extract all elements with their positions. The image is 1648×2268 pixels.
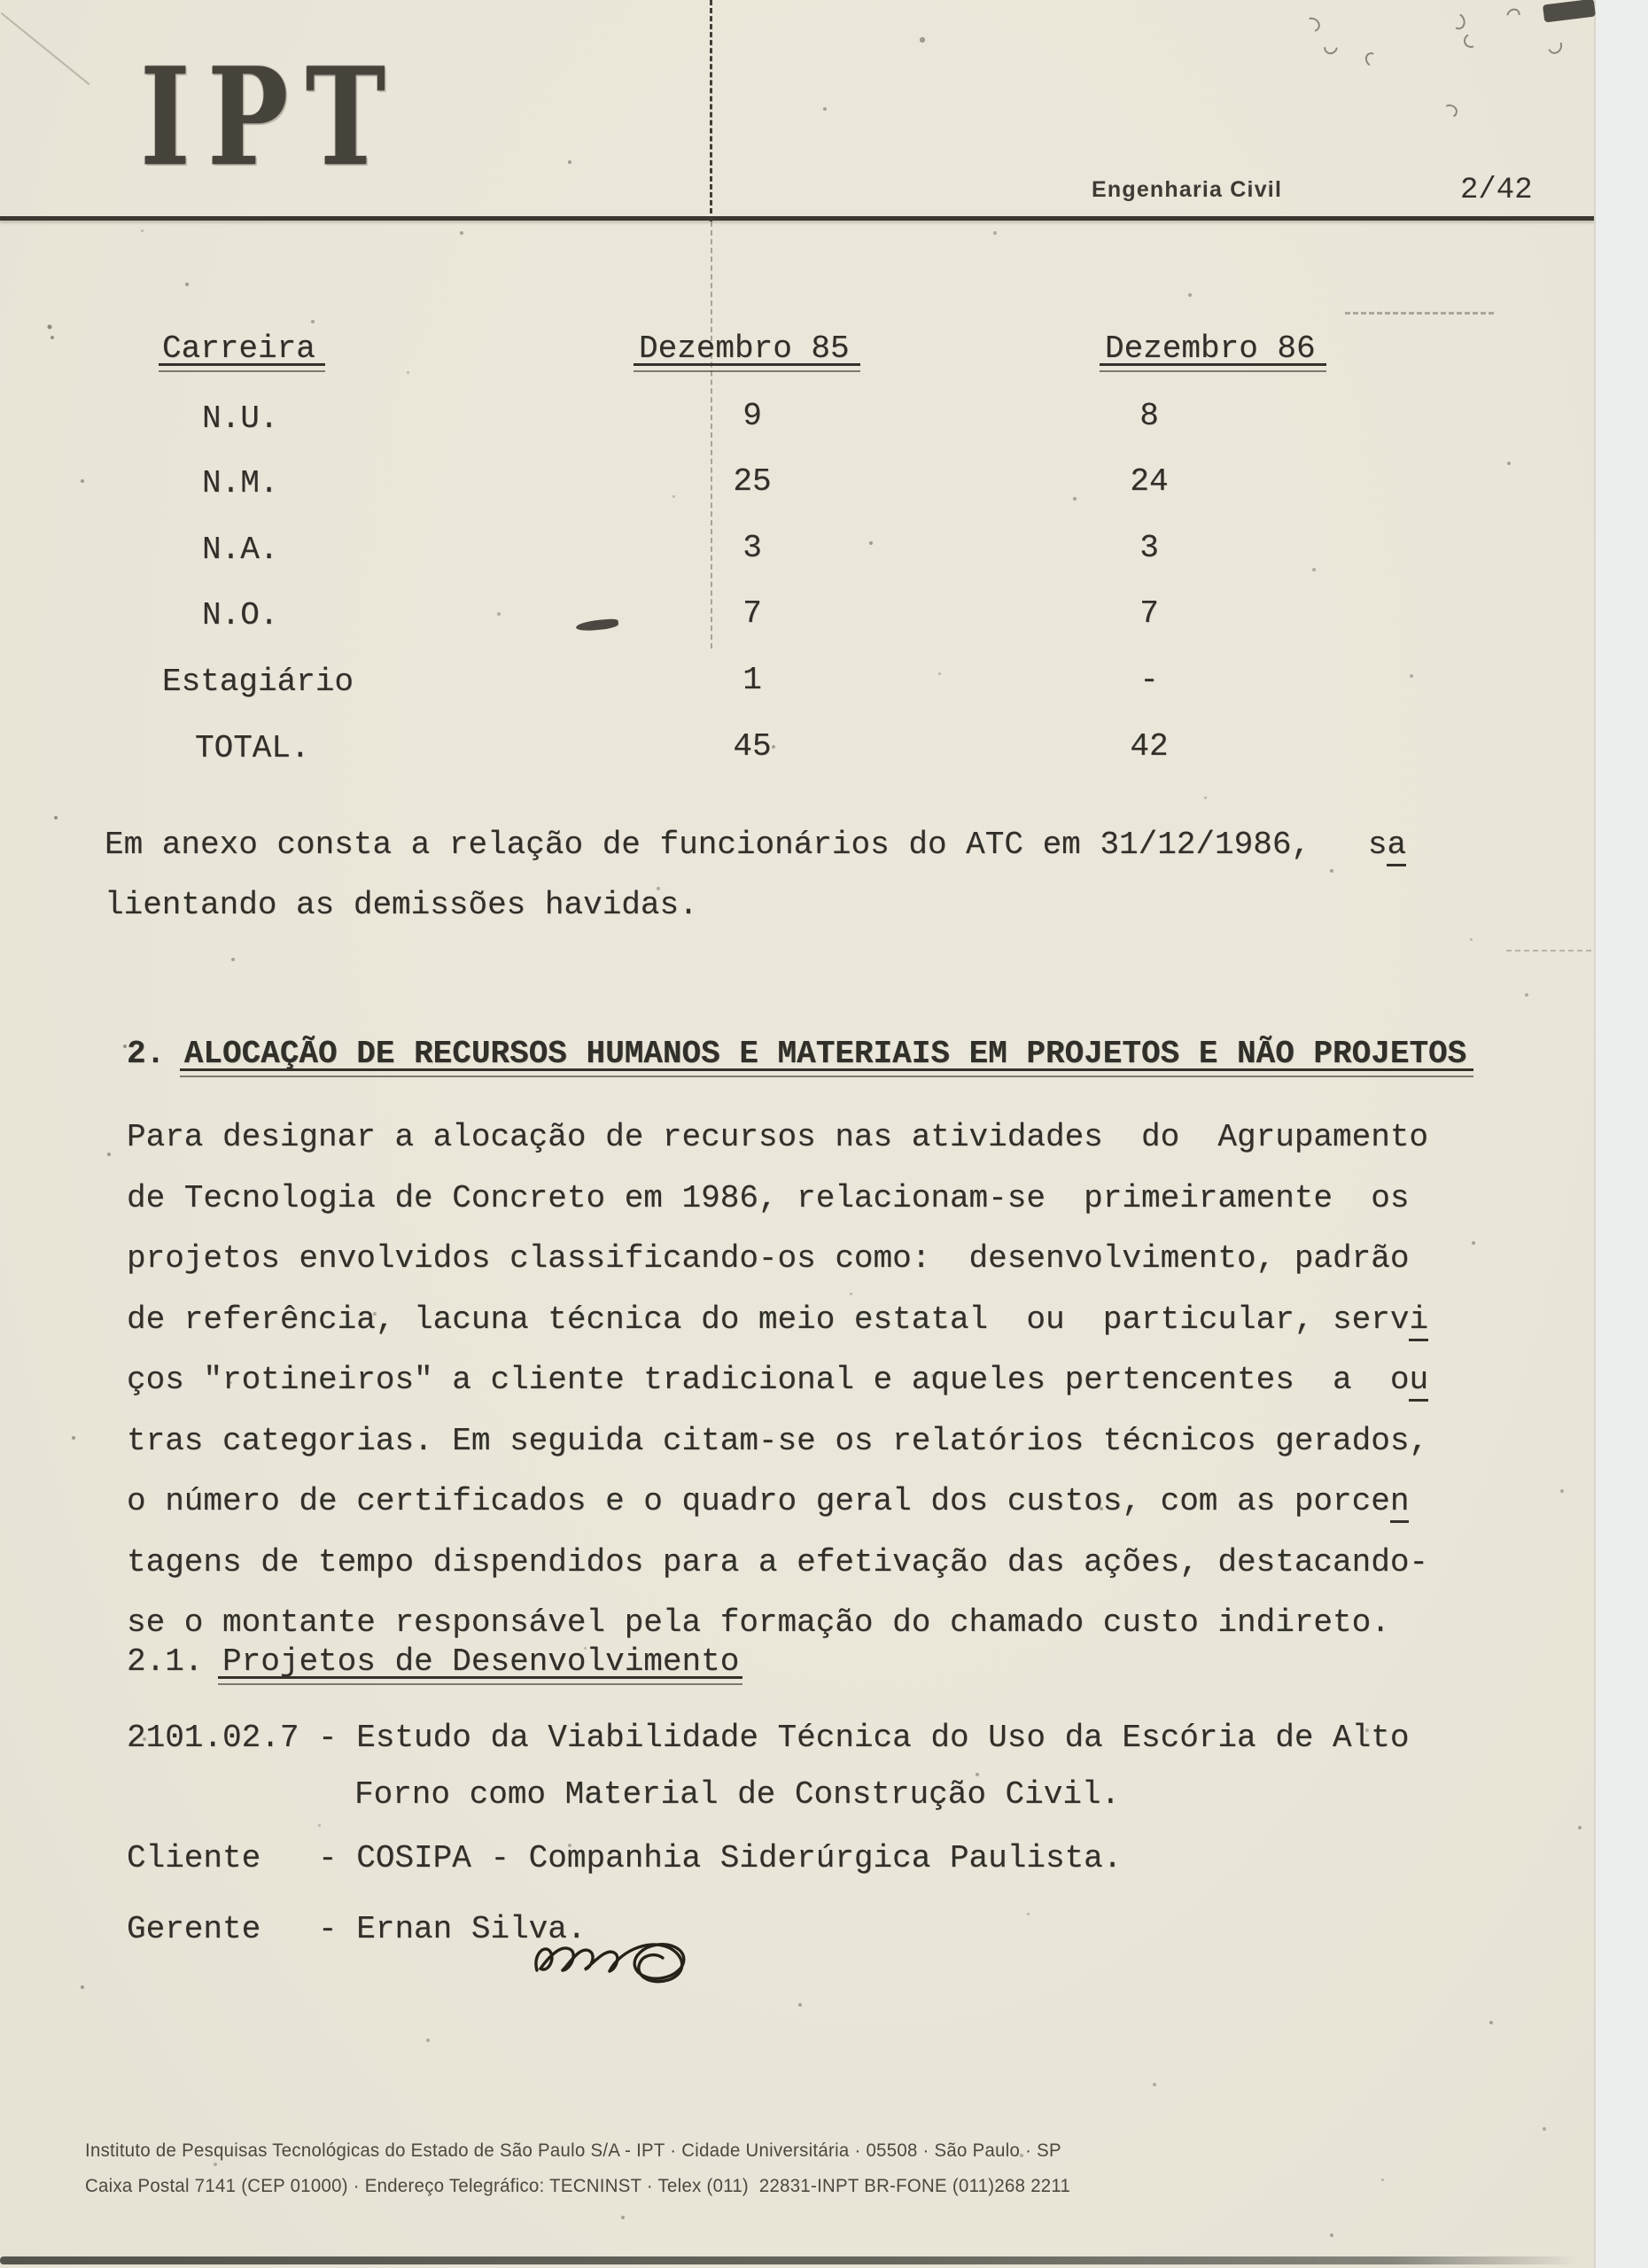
annex-note-text: Em anexo consta a relação de funcionários do ATC em 31/12/1986, s (105, 827, 1388, 863)
hyphenation-carry: n (1390, 1483, 1410, 1523)
paragraph-line (127, 1301, 1428, 1340)
row-value-dez86: 8 (1139, 398, 1159, 434)
department-label: Engenharia Civil (1092, 177, 1283, 202)
scratch-mark (1, 12, 90, 85)
line-text: ços "rotineiros" a cliente tradicional e aqueles pertencentes a o (127, 1362, 1410, 1398)
annex-note-line-2: lientando as demissões havidas. (105, 887, 698, 923)
corner-scribble (1302, 15, 1322, 35)
paragraph-line (127, 1543, 1428, 1582)
section-number: 2.1. (127, 1643, 204, 1680)
row-value-dez86: 24 (1130, 463, 1169, 500)
column-header-dezembro-86: Dezembro 86 (1105, 330, 1316, 367)
section-number: 2. (127, 1036, 166, 1072)
project-manager-line: Gerente - Ernan Silva. (127, 1911, 587, 1947)
corner-scribble (1462, 32, 1481, 50)
faint-dash-smudge (1345, 312, 1494, 315)
row-label: N.U. (202, 400, 279, 437)
row-label: N.M. (202, 465, 279, 501)
line-text: se o montante responsável pela formação do chamado custo indireto. (127, 1604, 1390, 1641)
line-text: tras categorias. Em seguida citam-se os relatórios técnicos gerados, (127, 1423, 1429, 1459)
project-code-line-2: Forno como Material de Construção Civil. (354, 1776, 1121, 1813)
hyphenation-carry: a (1387, 827, 1406, 866)
row-value-dez86: 42 (1130, 728, 1169, 765)
line-text: tagens de tempo dispendidos para a efetivação das ações, destacando- (127, 1544, 1429, 1581)
hyphenation-carry: i (1409, 1301, 1428, 1341)
line-text: de Tecnologia de Concreto em 1986, relacionam-se primeiramente os (127, 1180, 1410, 1216)
paragraph-line (127, 1179, 1409, 1218)
bottom-scan-edge (0, 2256, 1579, 2264)
row-label: N.O. (202, 597, 279, 633)
column-underline (1100, 363, 1326, 372)
line-text: projetos envolvidos classificando-os como: desenvolvimento, padrão (127, 1240, 1410, 1277)
section-2-underline (180, 1068, 1473, 1077)
annex-note-line-1 (105, 826, 1406, 865)
column-header-carreira: Carreira (162, 330, 315, 367)
corner-scribble (1449, 11, 1468, 31)
fold-crease-line (710, 0, 712, 221)
line-text: de referência, lacuna técnica do meio estatal ou particular, serv (127, 1301, 1410, 1338)
fold-crease-line-faint (711, 221, 712, 649)
ipt-logo: IPT (140, 37, 403, 196)
header-rule (0, 216, 1594, 221)
row-value-dez85: 45 (733, 728, 772, 765)
footer-line-2: Caixa Postal 7141 (CEP 01000) · Endereço Telegráfico: TECNINST · Telex (011) 22831-INPT BR-FONE (011)268 2211 (85, 2176, 1071, 2196)
faint-dash-smudge (1506, 950, 1591, 951)
paragraph-line (127, 1239, 1409, 1278)
column-header-dezembro-85: Dezembro 85 (639, 330, 850, 367)
footer-line-1: Instituto de Pesquisas Tecnológicas do Estado de São Paulo S/A - IPT · Cidade Universitária · 05508 · São Paulo · SP (85, 2140, 1061, 2161)
signature-scribble (530, 1931, 693, 1990)
page-number: 2/42 (1460, 174, 1533, 207)
corner-scribble (1504, 5, 1522, 24)
paragraph-line (127, 1118, 1428, 1157)
row-label: TOTAL. (195, 730, 310, 766)
row-value-dez86: - (1139, 662, 1159, 698)
row-value-dez85: 1 (742, 662, 762, 698)
corner-scribble (1441, 103, 1458, 120)
row-value-dez86: 7 (1139, 595, 1159, 632)
column-underline (634, 363, 860, 372)
corner-smudge (1543, 0, 1596, 22)
row-value-dez85: 25 (733, 463, 772, 500)
row-value-dez85: 3 (742, 530, 762, 566)
paragraph-line (127, 1482, 1409, 1521)
column-underline (159, 363, 325, 372)
row-value-dez86: 3 (1139, 530, 1159, 566)
section-2-1-underline (218, 1676, 742, 1685)
hyphenation-carry: u (1409, 1362, 1428, 1402)
row-value-dez85: 9 (742, 398, 762, 434)
row-label: Estagiário (162, 664, 354, 700)
scan-speckles (0, 0, 1, 1)
paragraph-line (127, 1604, 1390, 1643)
section-title: ALOCAÇÃO DE RECURSOS HUMANOS E MATERIAIS EM PROJETOS E NÃO PROJETOS (183, 1036, 1467, 1072)
paragraph-line (127, 1361, 1428, 1400)
paragraph-line (127, 1422, 1428, 1461)
row-value-dez85: 7 (742, 595, 762, 632)
section-title: Projetos de Desenvolvimento (222, 1643, 740, 1680)
row-label: N.A. (202, 532, 279, 568)
project-client-line: Cliente - COSIPA - Companhia Siderúrgica Paulista. (127, 1840, 1123, 1876)
line-text: o número de certificados e o quadro geral dos custos, com as porce (127, 1483, 1390, 1519)
ink-smear (576, 618, 619, 632)
corner-scribble (1545, 36, 1564, 56)
line-text: Para designar a alocação de recursos nas atividades do Agrupamento (127, 1119, 1429, 1155)
project-code-line-1: 2101.02.7 - Estudo da Viabilidade Técnica do Uso da Escória de Alto (127, 1720, 1410, 1756)
corner-scribble (1364, 50, 1380, 68)
corner-scribble (1321, 38, 1341, 58)
